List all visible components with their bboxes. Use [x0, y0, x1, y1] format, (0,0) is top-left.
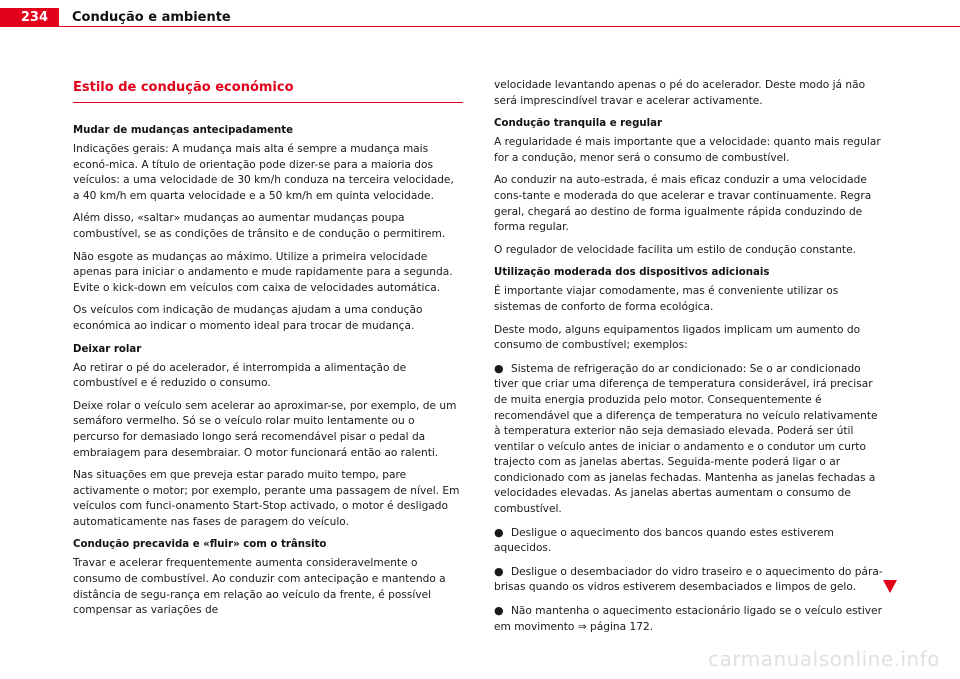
chapter-title: Condução e ambiente — [72, 10, 231, 25]
paragraph: Ao conduzir na auto-estrada, é mais eficaz conduzir a uma velocidade cons-tante e moderada do que acelerar e travar continuamente. Regra geral, chegará ao destino de forma igualmente rápida conduzindo de forma regular. — [494, 174, 872, 234]
paragraph: É importante viajar comodamente, mas é conveniente utilizar os sistemas de conforto de forma ecológica. — [494, 285, 839, 313]
list-item-text: Desligue o desembaciador do vidro traseiro e o aquecimento do pára-brisas quando os vidros estiverem desembaciados e limpos de gelo. — [494, 565, 883, 594]
page-number: 234 — [0, 8, 59, 27]
right-column — [494, 78, 884, 642]
paragraph: Ao retirar o pé do acelerador, é interrompida a alimentação de combustível e é reduzido o consumo. — [73, 361, 407, 390]
continue-arrow-icon — [883, 580, 897, 593]
paragraph: O regulador de velocidade facilita um estilo de condução constante. — [494, 243, 856, 256]
watermark: carmanualsonline.info — [708, 647, 940, 671]
list-item-text: Desligue o aquecimento dos bancos quando estes estiverem aquecidos. — [494, 526, 834, 555]
page-reference-link[interactable]: página 172. — [590, 620, 654, 633]
page-header — [0, 0, 960, 28]
paragraph: Travar e acelerar frequentemente aumenta consideravelmente o consumo de combustível. Ao conduzir com antecipação e mantendo a distância de segu-rança em relação ao veículo da frente, é possível compensar as variações de — [73, 557, 446, 617]
bullet-icon: ● — [494, 525, 504, 539]
paragraph: Além disso, «saltar» mudanças ao aumentar mudanças poupa combustível, se as condições de trânsito e de condução o permitirem. — [73, 212, 446, 240]
arrow-right-icon: ⇒ — [577, 620, 587, 633]
list-item — [494, 361, 884, 518]
section-title: Estilo de condução económico — [73, 79, 463, 103]
bullet-icon: ● — [494, 361, 504, 375]
subheading-mudar: Mudar de mudanças antecipadamente — [73, 125, 294, 136]
bullet-icon: ● — [494, 564, 504, 578]
bullet-list — [494, 361, 884, 636]
paragraph: Os veículos com indicação de mudanças ajudam a uma condução económica ao indicar o momento ideal para trocar de mudança. — [73, 304, 423, 332]
paragraph: Não esgote as mudanças ao máximo. Utilize a primeira velocidade apenas para iniciar o andamento e mude rapidamente para a segunda. Evite o kick-down em veículos com caixa de velocidades automática. — [73, 250, 453, 294]
paragraph: A regularidade é mais importante que a velocidade: quanto mais regular for a condução, menor será o consumo de combustível. — [494, 136, 881, 164]
subheading-rolar: Deixar rolar — [73, 343, 142, 355]
bullet-icon: ● — [494, 604, 504, 618]
list-item — [494, 564, 884, 596]
list-item — [494, 525, 884, 557]
subheading-moderada: Utilização moderada dos dispositivos adicionais — [494, 267, 770, 279]
paragraph: Deixe rolar o veículo sem acelerar ao aproximar-se, por exemplo, de um semáforo vermelho. Só se o veículo rolar muito lentamente ou o percurso for demasiado longo será recomendável pisar o pedal da embraiagem para desembraiar. O motor funcionará então ao ralenti. — [73, 399, 457, 459]
paragraph: Deste modo, alguns equipamentos ligados implicam um aumento do consumo de combustível; exemplos: — [494, 323, 861, 352]
subheading-precavida: Condução precavida e «fluir» com o trânsito — [73, 539, 327, 551]
list-item-text: Não mantenha o aquecimento estacionário ligado se o veículo estiver em movimento — [494, 605, 882, 633]
left-column — [73, 78, 463, 626]
subheading-tranquila: Condução tranquila e regular — [494, 118, 663, 130]
paragraph: Nas situações em que preveja estar parado muito tempo, pare activamente o motor; por exemplo, perante uma passagem de nível. Em veículos com funci-onamento Start-Stop activado, o motor é desligado automaticamente nas fases de paragem do veículo. — [73, 469, 460, 528]
paragraph: Indicações gerais: A mudança mais alta é sempre a mudança mais econó-mica. A título de orientação pode dizer-se para a maioria dos veículos: a uma velocidade de 30 km/h conduza na terceira velocidade, a 40 km/h em quarta velocidade e a 50 km/h em quinta velocidade. — [73, 143, 454, 202]
header-divider — [59, 26, 960, 27]
paragraph: velocidade levantando apenas o pé do acelerador. Deste modo já não será imprescindível travar e acelerar activamente. — [494, 79, 866, 107]
list-item — [494, 603, 884, 635]
list-item-text: Sistema de refrigeração do ar condicionado: Se o ar condicionado tiver que criar uma diferença de temperatura considerável, irá precisar de muita energia produzida pelo motor. Consequentemente é recomendável que a diferença de temperatura no veículo relativamente à temperatura exterior não seja demasiado elevada. Poderá ser útil ventilar o veículo antes de iniciar o andamento e o condutor um curto trajecto com as janelas abertas. Seguida-mente poderá ligar o ar condicionado com as janelas fechadas. Mantenha as janelas fechadas a velocidades elevadas. As janelas abertas aumentam o consumo de combustível. — [494, 362, 878, 516]
